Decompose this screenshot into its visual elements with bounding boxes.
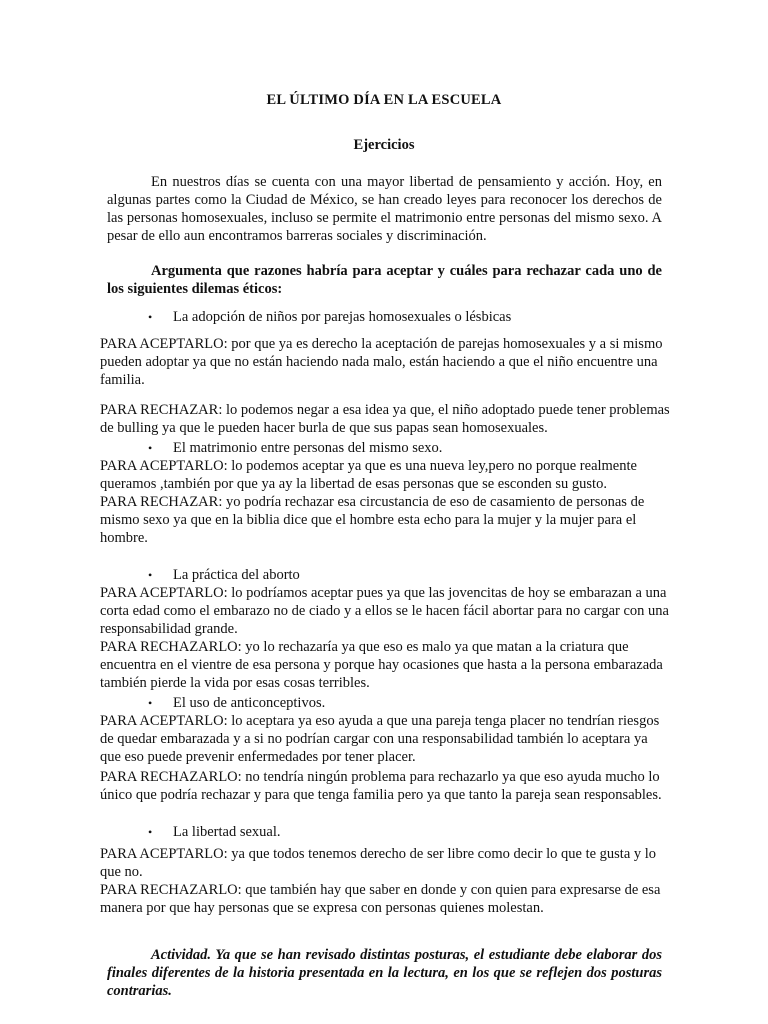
prompt-paragraph: Argumenta que razones habría para aceptar y cuáles para rechazar cada uno de los siguientes dilemas éticos: (107, 263, 662, 297)
accept-answer-contraceptives: PARA ACEPTARLO: lo aceptara ya eso ayuda a que una pareja tenga placer no tendrían riesgos de quedar embarazada y a si no podrían cargar con una responsabilidad también lo aceptara ya que eso puede prevenir enfermedades por tener placer. (100, 713, 660, 765)
dilemma-label: La práctica del aborto (173, 567, 300, 583)
reject-answer-abortion: PARA RECHAZARLO: yo lo rechazaría ya que eso es malo ya que matan a la criatura que encuentra en el vientre de esa persona y porque hay ocasiones que hasta a la persona embarazada también pierde la vida por esas cosas terribles. (100, 639, 663, 691)
bullet-icon: • (148, 310, 153, 324)
bullet-icon: • (148, 568, 153, 582)
document-subtitle: Ejercicios (353, 137, 415, 153)
document-title: EL ÚLTIMO DÍA EN LA ESCUELA (266, 92, 502, 108)
accept-answer-abortion: PARA ACEPTARLO: lo podríamos aceptar pues ya que las jovencitas de hoy se embarazan a una corta edad como el embarazo no de ciado y a ellos se le hacen fácil abortar para no cargar con una responsabilidad grande. (100, 585, 669, 637)
reject-answer-adoption: PARA RECHAZAR: lo podemos negar a esa idea ya que, el niño adoptado puede tener problemas de bulling ya que le pueden hacer burla de que sus papas sean homosexuales. (100, 402, 670, 436)
dilemma-label: El matrimonio entre personas del mismo sexo. (173, 440, 443, 456)
accept-answer-adoption: PARA ACEPTARLO: por que ya es derecho la aceptación de parejas homosexuales y a si mismo pueden adoptar ya que no están haciendo nada malo, están haciendo a que el niño encuentre una familia. (100, 336, 663, 388)
dilemma-label: La adopción de niños por parejas homosexuales o lésbicas (173, 309, 512, 325)
bullet-icon: • (148, 696, 153, 710)
dilemma-bullet-adoption (148, 308, 512, 326)
dilemma-label: La libertad sexual. (173, 824, 281, 840)
reject-answer-contraceptives: PARA RECHAZARLO: no tendría ningún problema para rechazarlo ya que eso ayuda mucho lo único que podría rechazar y para que tenga familia pero ya que tanto la pareja sean responsables. (100, 769, 662, 803)
dilemma-bullet-marriage (148, 439, 443, 457)
dilemma-bullet-abortion (148, 566, 300, 584)
dilemma-bullet-sexual-freedom (148, 823, 281, 841)
activity-paragraph: Actividad. Ya que se han revisado distintas posturas, el estudiante debe elaborar dos finales diferentes de la historia presentada en la lectura, en los que se reflejen dos posturas contrarias. (107, 947, 662, 999)
reject-answer-marriage: PARA RECHAZAR: yo podría rechazar esa circustancia de eso de casamiento de personas de mismo sexo ya que en la biblia dice que el hombre esta echo para la mujer y la mujer para el hombre. (100, 494, 645, 546)
dilemma-label: El uso de anticonceptivos. (173, 695, 326, 711)
accept-answer-marriage: PARA ACEPTARLO: lo podemos aceptar ya que es una nueva ley,pero no porque realmente queramos ,también por que ya ay la libertad de esas personas que se esconden su gusto. (100, 458, 637, 492)
bullet-icon: • (148, 441, 153, 455)
intro-paragraph: En nuestros días se cuenta con una mayor libertad de pensamiento y acción. Hoy, en algunas partes como la Ciudad de México, se han creado leyes para reconocer los derechos de las personas homosexuales, incluso se permite el matrimonio entre personas del mismo sexo. A pesar de ello aun encontramos barreras sociales y discriminación. (107, 174, 662, 244)
bullet-icon: • (148, 825, 153, 839)
accept-answer-sexual-freedom: PARA ACEPTARLO: ya que todos tenemos derecho de ser libre como decir lo que te gusta y lo que no. (100, 846, 657, 880)
dilemma-bullet-contraceptives (148, 694, 326, 712)
reject-answer-sexual-freedom: PARA RECHAZARLO: que también hay que saber en donde y con quien para expresarse de esa manera por que hay personas que se expresa con personas quienes molestan. (100, 882, 661, 916)
